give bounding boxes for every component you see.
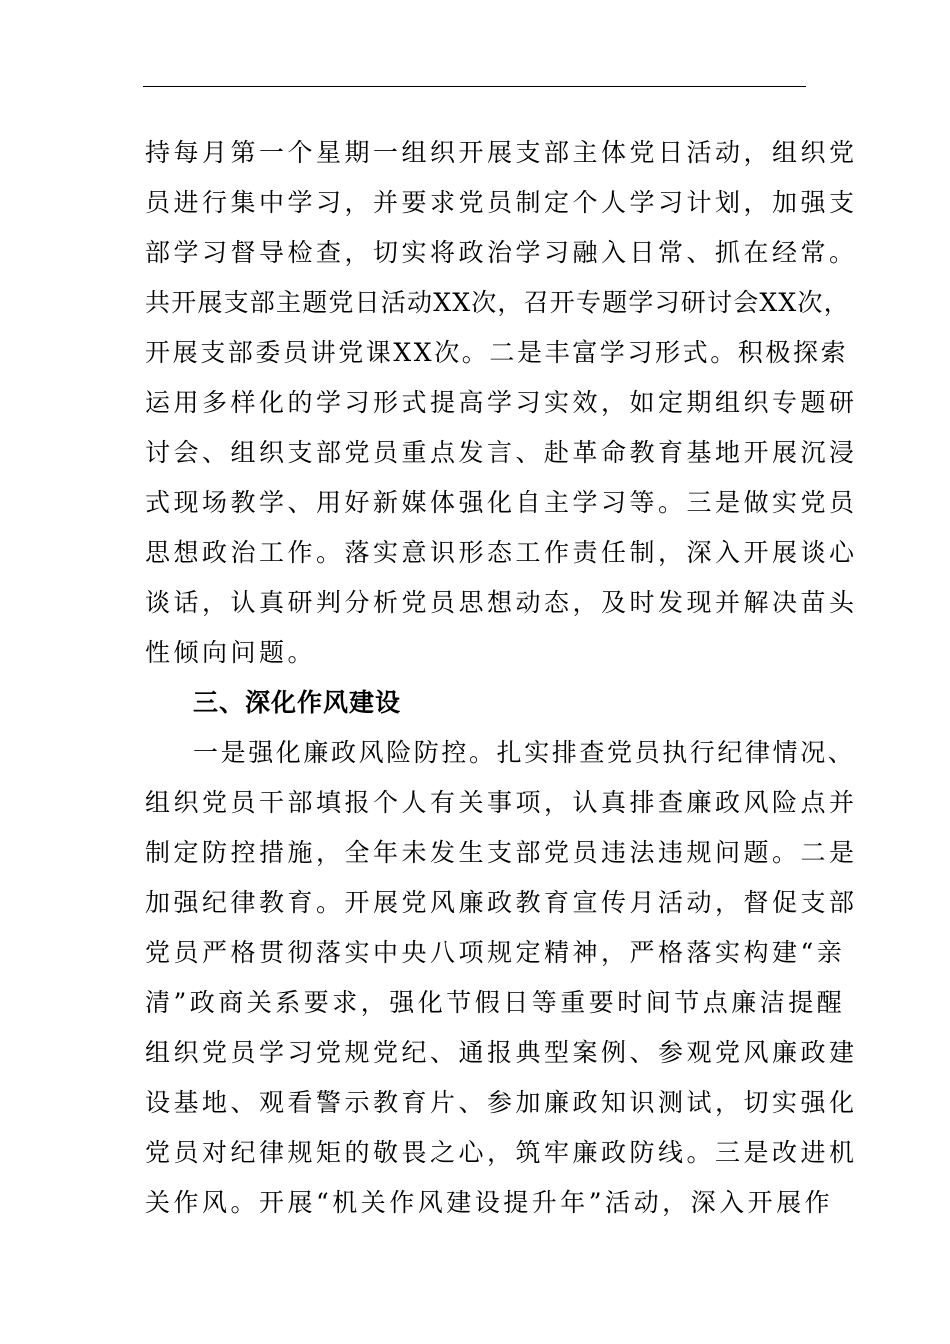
body-line: 开展支部委员讲党课XX次。二是丰富学习形式。积极探索 — [145, 338, 849, 367]
body-line: 党员严格贯彻落实中央八项规定精神，严格落实构建“亲 — [145, 938, 846, 967]
body-line: 讨会、组织支部党员重点发言、赴革命教育基地开展沉浸 — [145, 438, 858, 467]
body-line: 运用多样化的学习形式提高学习实效，如定期组织专题研 — [145, 388, 858, 417]
body-line: 组织党员学习党规党纪、通报典型案例、参观党风廉政建 — [145, 1038, 858, 1067]
body-line: 谈话，认真研判分析党员思想动态，及时发现并解决苗头 — [145, 588, 858, 617]
section-heading: 三、深化作风建设 — [193, 688, 402, 717]
body-line: 党员对纪律规矩的敬畏之心，筑牢廉政防线。三是改进机 — [145, 1138, 858, 1167]
body-line: 性倾向问题。 — [145, 638, 317, 667]
body-line: 关作风。开展“机关作风建设提升年”活动，深入开展作 — [145, 1188, 834, 1217]
body-line: 员进行集中学习，并要求党员制定个人学习计划，加强支 — [145, 188, 858, 217]
body-line: 共开展支部主题党日活动XX次，召开专题学习研讨会XX次， — [145, 288, 850, 317]
body-line: 式现场教学、用好新媒体强化自主学习等。三是做实党员 — [145, 488, 858, 517]
body-line: 加强纪律教育。开展党风廉政教育宣传月活动，督促支部 — [145, 888, 858, 917]
document-body — [145, 128, 858, 1228]
body-line: 一是强化廉政风险防控。扎实排查党员执行纪律情况、 — [193, 738, 856, 767]
header-rule — [143, 86, 806, 87]
body-line: 清”政商关系要求，强化节假日等重要时间节点廉洁提醒 — [145, 988, 846, 1017]
body-line: 思想政治工作。落实意识形态工作责任制，深入开展谈心 — [145, 538, 858, 567]
body-line: 制定防控措施，全年未发生支部党员违法违规问题。二是 — [145, 838, 858, 867]
body-line: 部学习督导检查，切实将政治学习融入日常、抓在经常。 — [145, 238, 858, 267]
body-line: 持每月第一个星期一组织开展支部主体党日活动，组织党 — [145, 138, 858, 167]
body-line: 组织党员干部填报个人有关事项，认真排查廉政风险点并 — [145, 788, 858, 817]
body-line: 设基地、观看警示教育片、参加廉政知识测试，切实强化 — [145, 1088, 858, 1117]
